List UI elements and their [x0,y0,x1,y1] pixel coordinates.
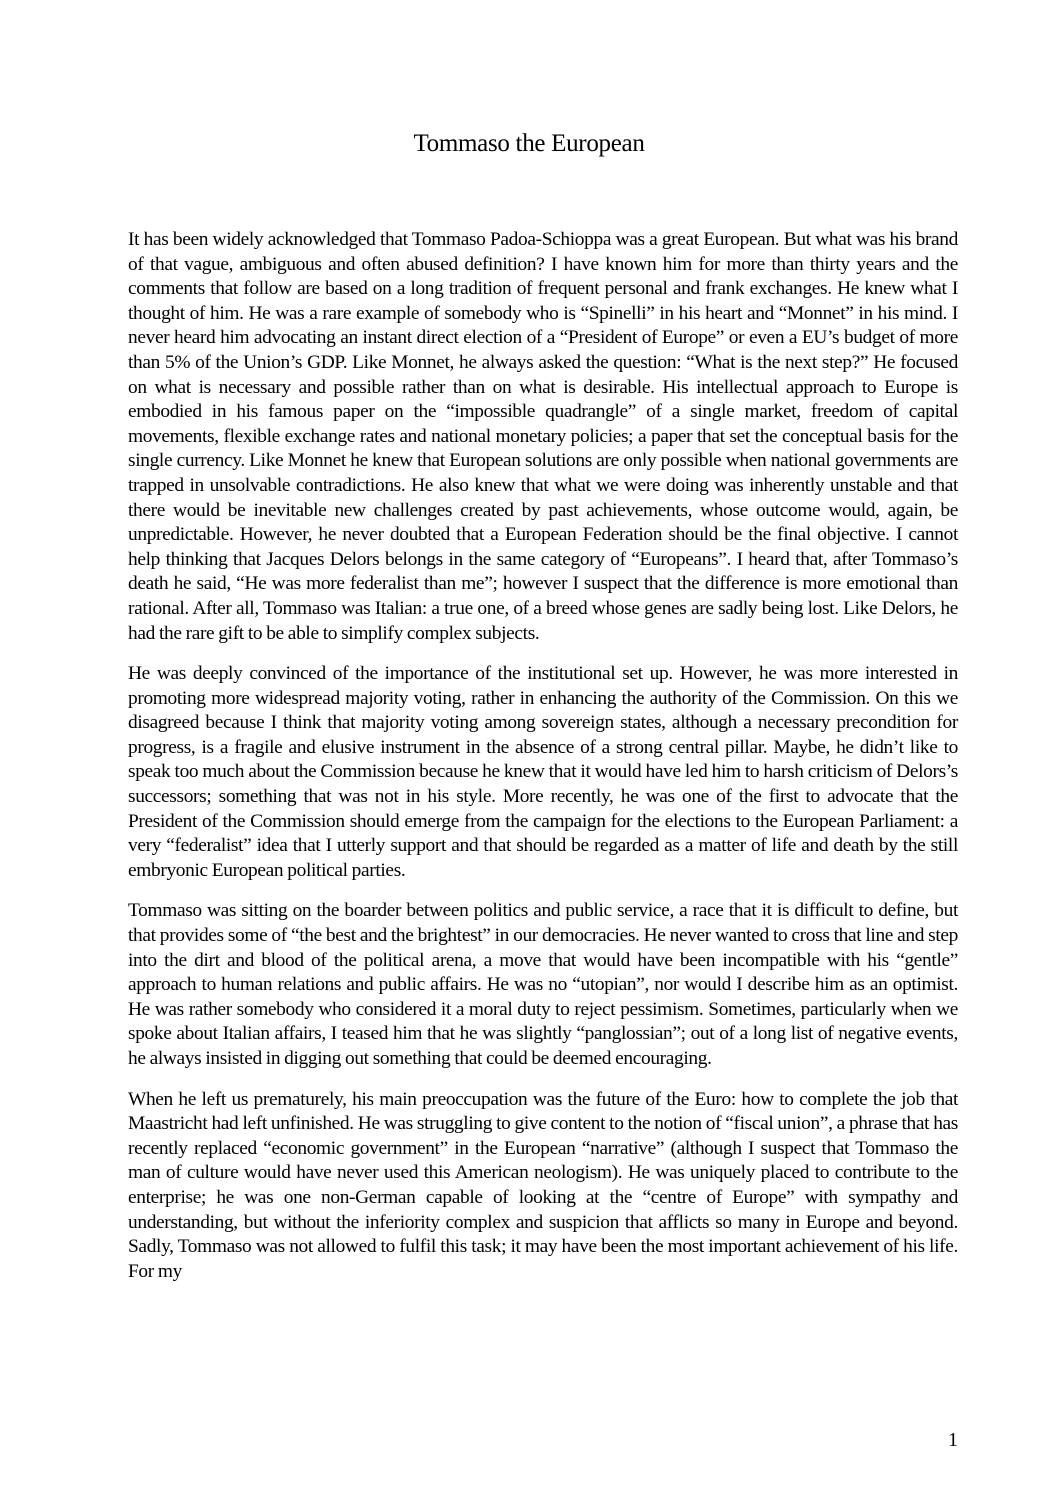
paragraph: When he left us prematurely, his main preoccupation was the future of the Euro: how to complete the job that Maastricht had left unfinished. He was struggling to give content to the notion of “fiscal union”, a phrase that has recently replaced “economic government” in the European “narrative” (although I suspect that Tommaso the man of culture would have never used this American neologism). He was uniquely placed to contribute to the enterprise; he was one non-German capable of looking at the “centre of Europe” with sympathy and understanding, but without the inferiority complex and suspicion that afflicts so many in Europe and beyond. Sadly, Tommaso was not allowed to fulfil this task; it may have been the most important achievement of his life. For my [128,1088,958,1282]
paragraph: It has been widely acknowledged that Tommaso Padoa-Schioppa was a great European. But what was his brand of that vague, ambiguous and often abused definition? I have known him for more than thirty years and the comments that follow are based on a long tradition of frequent personal and frank exchanges. He knew what I thought of him. He was a rare example of somebody who is “Spinelli” in his heart and “Monnet” in his mind. I never heard him advocating an instant direct election of a “President of Europe” or even a EU’s budget of more than 5% of the Union’s GDP. Like Monnet, he always asked the question: “What is the next step?” He focused on what is necessary and possible rather than on what is desirable. His intellectual approach to Europe is embodied in his famous paper on the “impossible quadrangle” of a single market, freedom of capital movements, flexible exchange rates and national monetary policies; a paper that set the conceptual basis for the single currency. Like Monnet he knew that European solutions are only possible when national governments are trapped in unsolvable contradictions. He also knew that what we were doing was inherently unstable and that there would be inevitable new challenges created by past achievements, whose outcome would, again, be unpredictable. However, he never doubted that a European Federation should be the final objective. I cannot help thinking that Jacques Delors belongs in the same category of “Europeans”. I heard that, after Tommaso’s death he said, “He was more federalist than me”; however I suspect that the difference is more emotional than rational. After all, Tommaso was Italian: a true one, of a breed whose genes are sadly being lost. Like Delors, he had the rare gift to be able to simplify complex subjects. [128,229,958,644]
document-title: Tommaso the European [413,130,645,157]
page-number: 1 [948,1429,958,1451]
paragraph: Tommaso was sitting on the boarder between politics and public service, a race that it is difficult to define, but that provides some of “the best and the brightest” in our democracies. He never wanted to cross that line and step into the dirt and blood of the political arena, a move that would have been incompatible with his “gentle” approach to human relations and public affairs. He was no “utopian”, nor would I describe him as an optimist. He was rather somebody who considered it a moral duty to reject pessimism. Sometimes, particularly when we spoke about Italian affairs, I teased him that he was slightly “panglossian”; out of a long list of negative events, he always insisted in digging out something that could be deemed encouraging. [128,900,958,1069]
document-body [128,228,958,1300]
paragraph: He was deeply convinced of the importance of the institutional set up. However, he was more interested in promoting more widespread majority voting, rather in enhancing the authority of the Commission. On this we disagreed because I think that majority voting among sovereign states, although a necessary precondition for progress, is a fragile and elusive instrument in the absence of a strong central pillar. Maybe, he didn’t like to speak too much about the Commission because he knew that it would have led him to harsh criticism of Delors’s successors; something that was not in his style. More recently, he was one of the first to advocate that the President of the Commission should emerge from the campaign for the elections to the European Parliament: a very “federalist” idea that I utterly support and that should be regarded as a matter of life and death by the still embryonic European political parties. [128,663,958,881]
